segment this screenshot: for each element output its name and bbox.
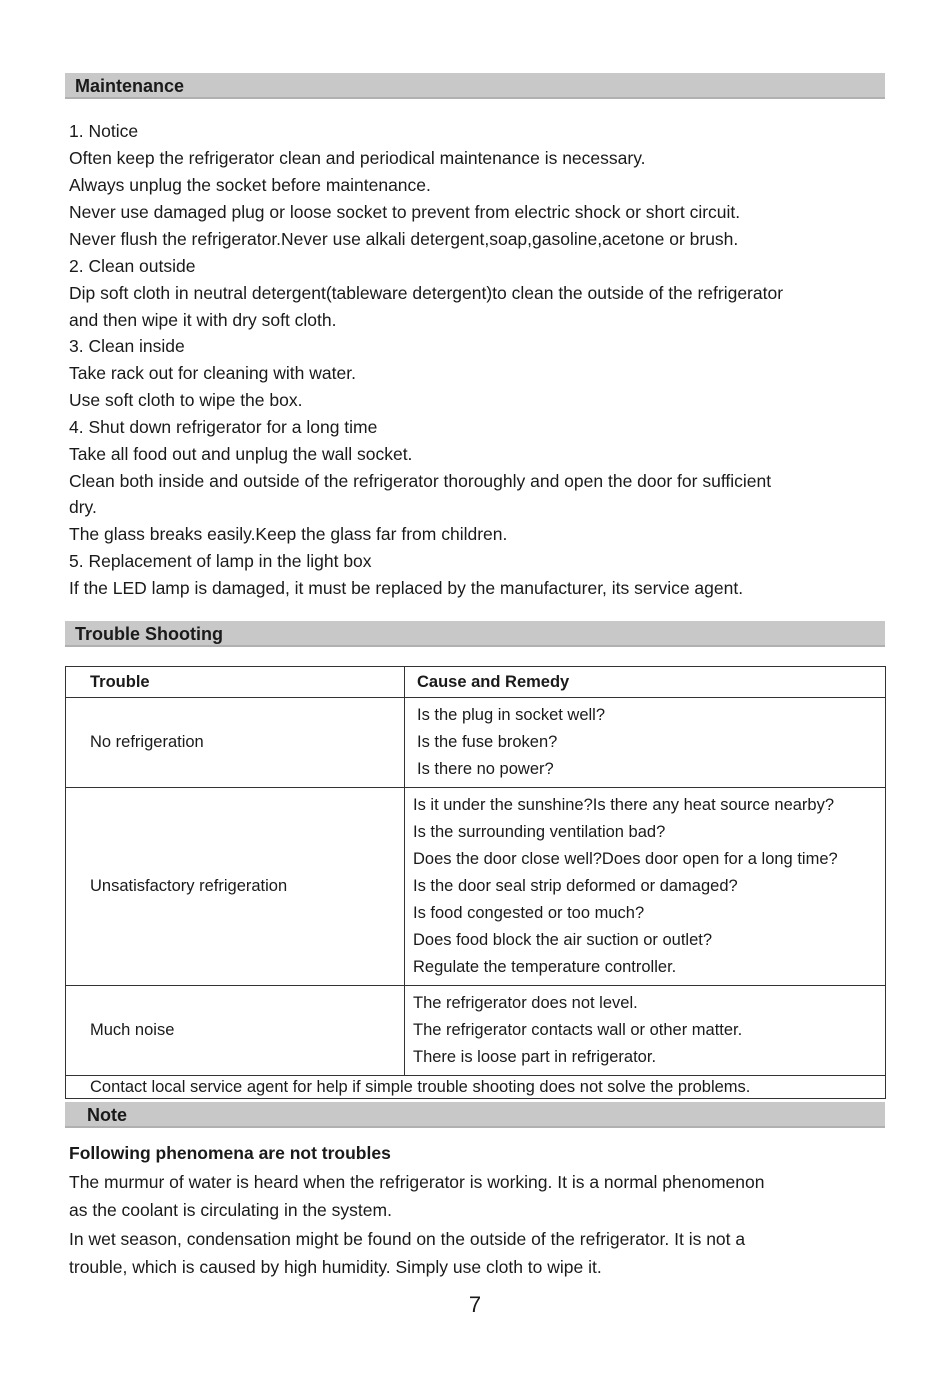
- note-line: The murmur of water is heard when the refrigerator is working. It is a normal phenomenon: [69, 1172, 765, 1192]
- maintenance-line: If the LED lamp is damaged, it must be replaced by the manufacturer, its service agent.: [69, 578, 744, 598]
- remedy-item: Is it under the sunshine?Is there any heat source nearby?: [413, 796, 835, 814]
- page-number: 7: [468, 1292, 482, 1317]
- remedy-cell: [405, 698, 886, 788]
- maintenance-line: Always unplug the socket before maintenance.: [69, 175, 431, 195]
- column-header-trouble: Trouble: [66, 667, 405, 698]
- remedy-cell: [405, 986, 886, 1076]
- trouble-shooting-table: [65, 666, 886, 1099]
- table-header-row: [66, 667, 886, 698]
- remedy-item: Is the fuse broken?: [417, 733, 558, 751]
- maintenance-line: Take all food out and unplug the wall socket.: [69, 444, 413, 464]
- table-row: [66, 698, 886, 788]
- remedy-cell: [405, 788, 886, 986]
- trouble-cell: Unsatisfactory refrigeration: [66, 788, 405, 986]
- note-subheading: Following phenomena are not troubles: [69, 1143, 391, 1163]
- column-header-remedy: Cause and Remedy: [405, 667, 886, 698]
- maintenance-heading: Maintenance: [65, 73, 885, 99]
- maintenance-line: dry.: [69, 497, 97, 517]
- table-row: [66, 788, 886, 986]
- note-line: trouble, which is caused by high humidity. Simply use cloth to wipe it.: [69, 1257, 602, 1277]
- remedy-item: The refrigerator does not level.: [413, 994, 638, 1012]
- table-footer-note: Contact local service agent for help if simple trouble shooting does not solve the problems.: [66, 1076, 886, 1099]
- maintenance-line: 1. Notice: [69, 121, 139, 141]
- table-footer-row: [66, 1076, 886, 1099]
- trouble-shooting-heading: Trouble Shooting: [65, 621, 885, 647]
- maintenance-line: and then wipe it with dry soft cloth.: [69, 310, 337, 330]
- maintenance-line: Use soft cloth to wipe the box.: [69, 390, 303, 410]
- remedy-item: Does food block the air suction or outlet?: [413, 931, 713, 949]
- remedy-item: Is the door seal strip deformed or damaged?: [413, 877, 738, 895]
- remedy-item: Is food congested or too much?: [413, 904, 645, 922]
- remedy-item: Is there no power?: [417, 760, 554, 778]
- maintenance-line: Never flush the refrigerator.Never use alkali detergent,soap,gasoline,acetone or brush.: [69, 229, 739, 249]
- note-heading: Note: [65, 1102, 885, 1128]
- maintenance-line: 3. Clean inside: [69, 336, 185, 356]
- remedy-item: Is the surrounding ventilation bad?: [413, 823, 666, 841]
- remedy-item: Does the door close well?Does door open for a long time?: [413, 850, 838, 868]
- remedy-item: Is the plug in socket well?: [417, 706, 606, 724]
- remedy-item: There is loose part in refrigerator.: [413, 1048, 657, 1066]
- maintenance-line: Clean both inside and outside of the refrigerator thoroughly and open the door for sufficient: [69, 471, 772, 491]
- note-line: In wet season, condensation might be found on the outside of the refrigerator. It is not a: [69, 1229, 746, 1249]
- remedy-item: The refrigerator contacts wall or other matter.: [413, 1021, 743, 1039]
- maintenance-line: Dip soft cloth in neutral detergent(tableware detergent)to clean the outside of the refrigerator: [69, 283, 784, 303]
- note-line: as the coolant is circulating in the system.: [69, 1200, 392, 1220]
- maintenance-line: Take rack out for cleaning with water.: [69, 363, 356, 383]
- maintenance-line: Often keep the refrigerator clean and periodical maintenance is necessary.: [69, 148, 646, 168]
- trouble-cell: Much noise: [66, 986, 405, 1076]
- maintenance-line: 5. Replacement of lamp in the light box: [69, 551, 372, 571]
- remedy-item: Regulate the temperature controller.: [413, 958, 677, 976]
- trouble-cell: No refrigeration: [66, 698, 405, 788]
- maintenance-line: The glass breaks easily.Keep the glass far from children.: [69, 524, 508, 544]
- table-row: [66, 986, 886, 1076]
- maintenance-line: Never use damaged plug or loose socket to prevent from electric shock or short circuit.: [69, 202, 741, 222]
- maintenance-line: 4. Shut down refrigerator for a long time: [69, 417, 378, 437]
- maintenance-line: 2. Clean outside: [69, 256, 196, 276]
